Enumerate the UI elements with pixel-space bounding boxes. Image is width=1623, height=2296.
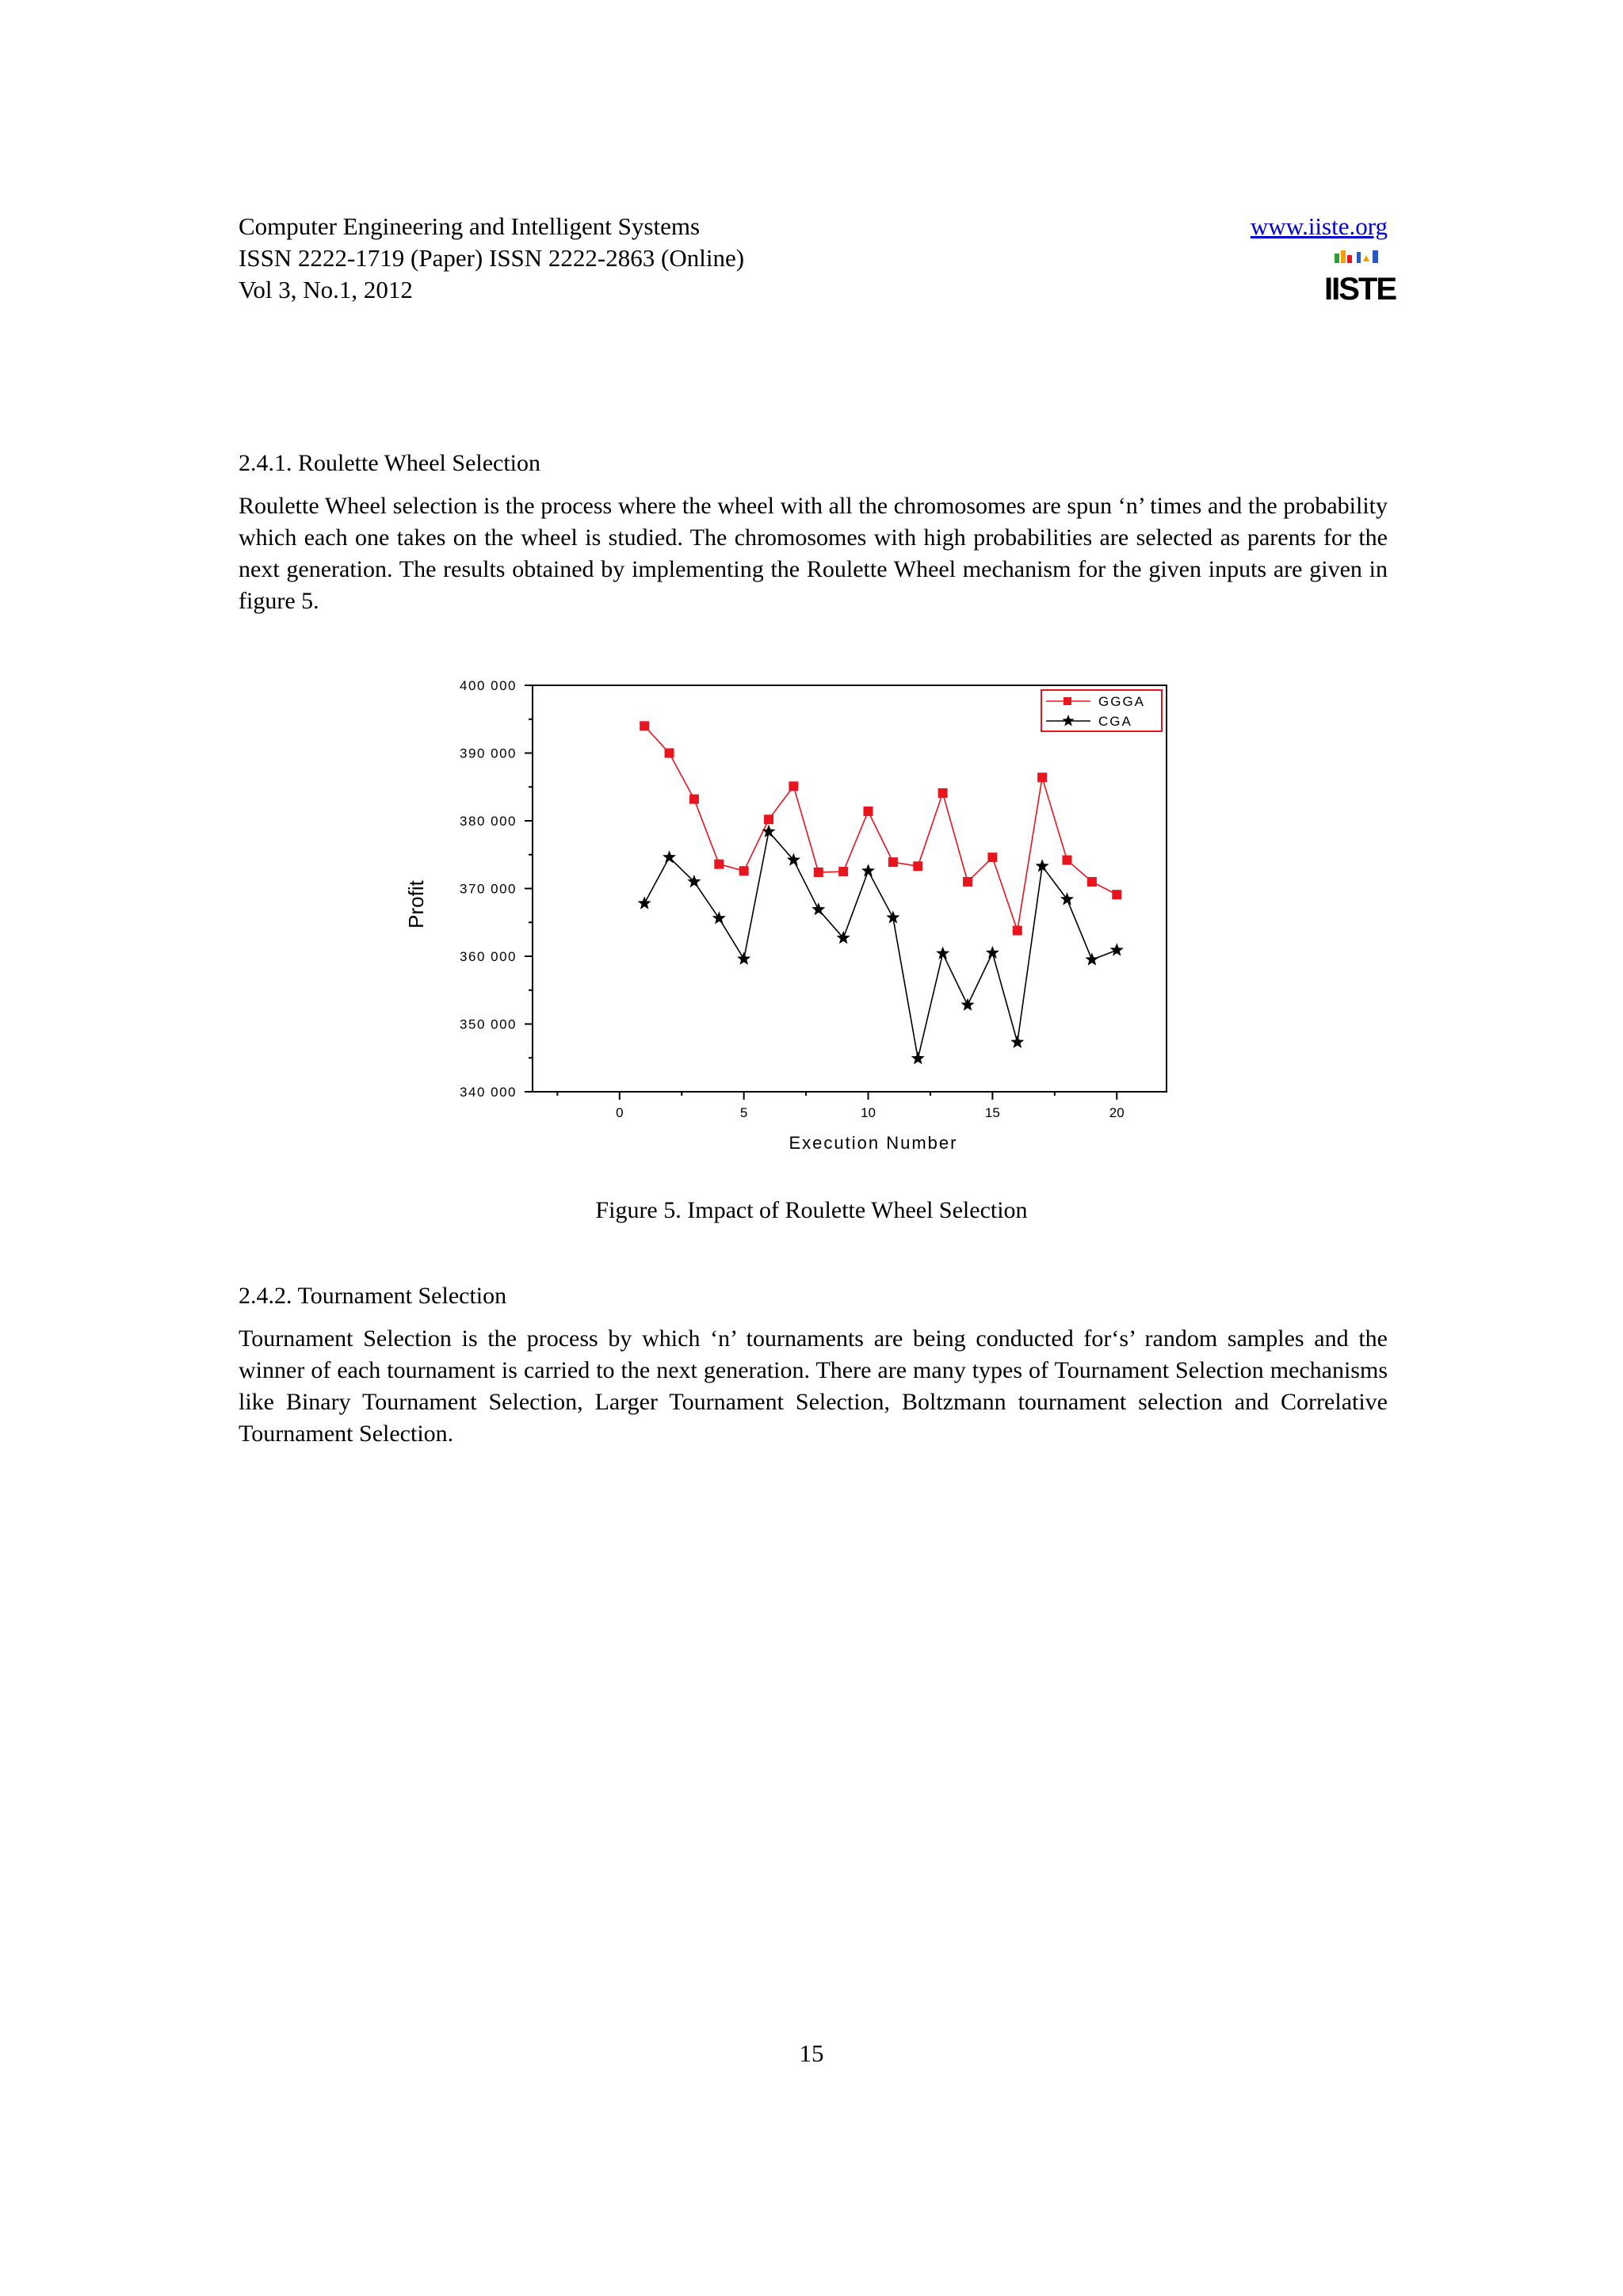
issn-line: ISSN 2222-1719 (Paper) ISSN 2222-2863 (Online) bbox=[239, 244, 745, 272]
data-point-ggga bbox=[1063, 856, 1072, 865]
data-point-cga bbox=[812, 902, 825, 915]
legend-label: GGGA bbox=[1098, 694, 1146, 709]
data-point-ggga bbox=[640, 721, 649, 730]
journal-title: Computer Engineering and Intelligent Systems bbox=[239, 212, 701, 240]
section-body-tournament: Tournament Selection is the process by which ‘n’ tournaments are being conducted for‘s’ random samples and the winner of each tournament is carried to the next generation. There are many types of Tournament Selection mechanisms like Binary Tournament Selection, Larger Tournament Selection, Boltzmann tournament selection and Correlative Tournament Selection. bbox=[239, 1325, 1388, 1447]
data-point-cga bbox=[936, 947, 949, 959]
section-heading-tournament: 2.4.2. Tournament Selection bbox=[239, 1283, 507, 1309]
data-point-ggga bbox=[963, 877, 972, 887]
y-tick-label: 360 000 bbox=[460, 949, 517, 964]
legend-label: CGA bbox=[1098, 714, 1132, 729]
page-number: 15 bbox=[799, 2039, 824, 2067]
volume-line: Vol 3, No.1, 2012 bbox=[239, 276, 413, 303]
figure-5-chart bbox=[396, 666, 1205, 1165]
data-point-cga bbox=[986, 946, 999, 959]
data-point-cga bbox=[712, 911, 726, 924]
data-point-ggga bbox=[764, 814, 773, 824]
x-tick-label: 10 bbox=[861, 1105, 876, 1120]
chart-markers bbox=[638, 721, 1124, 1064]
y-tick-label: 390 000 bbox=[460, 746, 517, 761]
data-point-ggga bbox=[938, 788, 948, 798]
data-point-ggga bbox=[864, 807, 873, 816]
data-point-ggga bbox=[1087, 877, 1097, 887]
y-tick-label: 370 000 bbox=[460, 881, 517, 897]
data-point-cga bbox=[638, 896, 651, 909]
data-point-cga bbox=[737, 952, 750, 964]
y-axis-label: Profit bbox=[404, 880, 428, 929]
chart-ticks bbox=[460, 678, 1125, 1120]
y-tick-label: 380 000 bbox=[460, 814, 517, 829]
data-point-cga bbox=[1085, 952, 1098, 965]
website-link[interactable]: www.iiste.org bbox=[1250, 212, 1388, 240]
series-line-ggga bbox=[644, 726, 1117, 930]
data-point-ggga bbox=[838, 867, 848, 876]
chart-axes bbox=[533, 685, 1167, 1092]
y-tick-label: 400 000 bbox=[460, 678, 517, 693]
data-point-ggga bbox=[987, 852, 997, 862]
data-point-ggga bbox=[1112, 890, 1121, 899]
data-point-ggga bbox=[689, 795, 699, 804]
plot-frame bbox=[533, 685, 1167, 1092]
data-point-ggga bbox=[814, 868, 823, 877]
data-point-ggga bbox=[888, 857, 898, 867]
y-tick-label: 350 000 bbox=[460, 1016, 517, 1032]
data-point-ggga bbox=[789, 781, 798, 791]
x-tick-label: 0 bbox=[616, 1105, 624, 1120]
data-point-ggga bbox=[714, 860, 724, 869]
legend-marker bbox=[1064, 697, 1071, 705]
data-point-cga bbox=[886, 910, 899, 923]
data-point-cga bbox=[1060, 892, 1074, 905]
iiste-logo bbox=[1323, 250, 1396, 307]
data-point-cga bbox=[961, 998, 975, 1011]
x-tick-label: 20 bbox=[1109, 1105, 1125, 1120]
data-point-ggga bbox=[913, 861, 922, 871]
data-point-ggga bbox=[1037, 772, 1047, 782]
chart-legend bbox=[1041, 690, 1162, 731]
x-axis-label: Execution Number bbox=[789, 1133, 958, 1153]
data-point-cga bbox=[1010, 1035, 1024, 1048]
data-point-cga bbox=[1110, 943, 1124, 955]
data-point-ggga bbox=[665, 749, 674, 758]
iiste-logo-text: IISTE bbox=[1323, 272, 1396, 307]
data-point-cga bbox=[861, 864, 875, 876]
x-tick-label: 15 bbox=[984, 1105, 1000, 1120]
data-point-ggga bbox=[739, 866, 749, 875]
section-heading-roulette: 2.4.1. Roulette Wheel Selection bbox=[239, 450, 541, 476]
figure-caption: Figure 5. Impact of Roulette Wheel Selection bbox=[595, 1197, 1028, 1223]
data-point-cga bbox=[911, 1051, 925, 1064]
data-point-ggga bbox=[1013, 926, 1022, 936]
y-tick-label: 340 000 bbox=[460, 1085, 517, 1100]
section-body-roulette: Roulette Wheel selection is the process where the wheel with all the chromosomes are spun ‘n’ times and the probability which each one takes on the wheel is studied. The chromosomes with high probabilities are selected as parents for the next generation. The results obtained by implementing the Roulette Wheel mechanism for the given inputs are given in figure 5. bbox=[239, 493, 1388, 614]
x-tick-label: 5 bbox=[739, 1105, 748, 1120]
data-point-cga bbox=[762, 825, 776, 837]
